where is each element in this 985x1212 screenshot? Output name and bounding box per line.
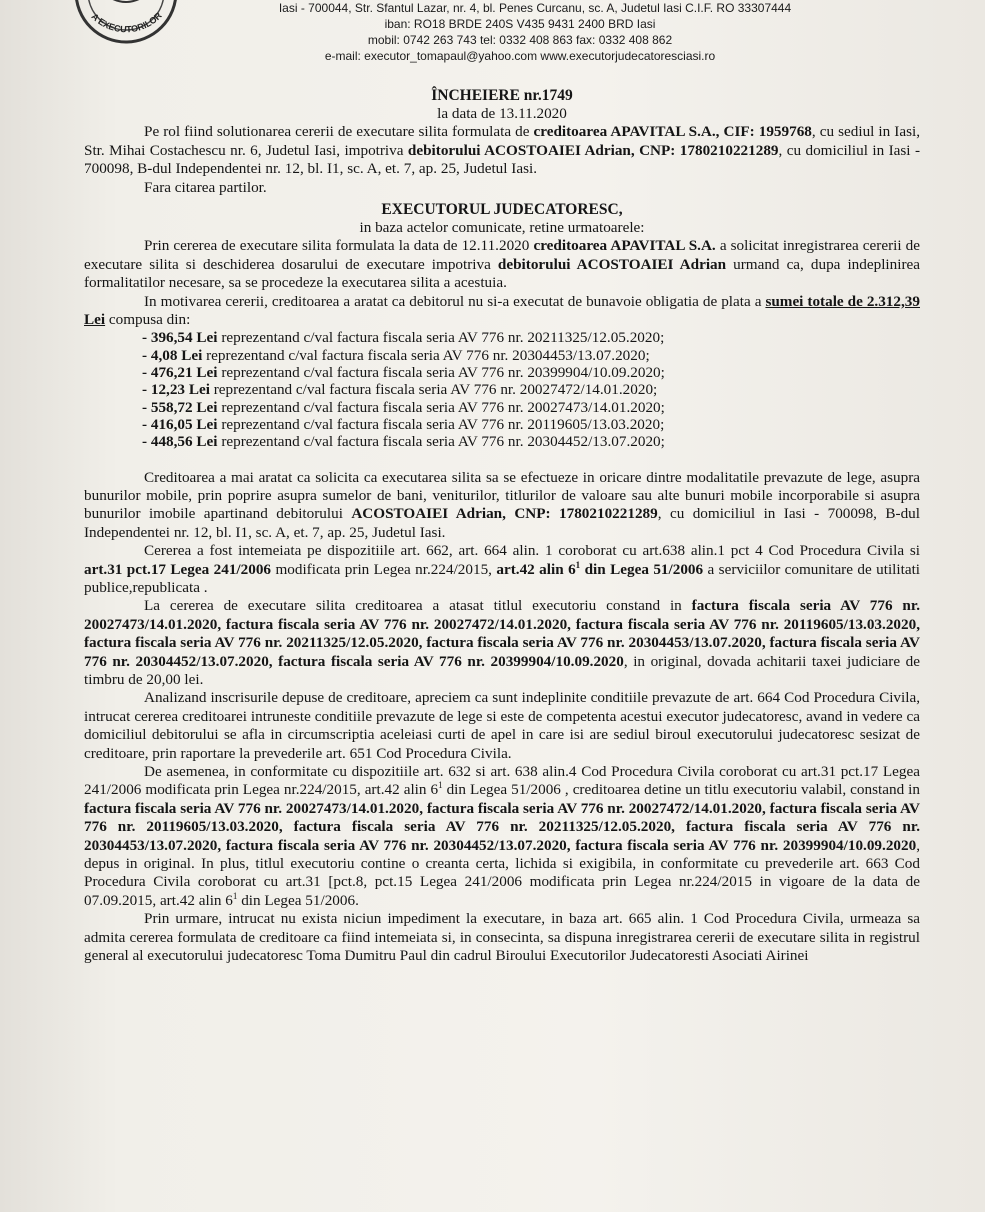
paragraph-text: urmand ca, dupa indeplinirea formalitatilor necesare, sa se procedeze la executarea silita a acestuia. [84, 255, 920, 292]
paragraph-text: , cu domiciliul in Iasi - 700098, B-dul Independentei nr. 12, bl. I1, sc. A, et. 7, ap. 25, Judetul Iasi. [84, 505, 920, 541]
debtor-name: ACOSTOAIEI Adrian, CNP: 1780210221289 [351, 505, 658, 523]
item-amount: - 12,23 Lei [142, 381, 210, 399]
item-text: reprezentand c/val factura fiscala seria AV 776 nr. 20304453/13.07.2020; [202, 346, 650, 364]
letterhead-phones: mobil: 0742 263 743 tel: 0332 408 863 fax: 0332 408 862 [367, 33, 673, 47]
superscript: 1 [575, 559, 581, 570]
law-reference-text: din Legea 51/2006 [580, 560, 704, 578]
item-text: reprezentand c/val factura fiscala seria AV 776 nr. 20027473/14.01.2020; [217, 398, 665, 416]
list-item [84, 399, 920, 416]
superscript: 1 [438, 780, 443, 791]
law-reference: art.31 pct.17 Legea 241/2006 [84, 560, 272, 578]
list-item [84, 329, 920, 346]
item-text: reprezentand c/val factura fiscala seria AV 776 nr. 20304452/13.07.2020; [217, 433, 665, 451]
creditor-name: creditoarea APAVITAL S.A., CIF: 1959768 [533, 123, 812, 141]
item-amount: - 416,05 Lei [142, 415, 218, 433]
item-amount: - 396,54 Lei [142, 329, 218, 347]
seal-text: A EXECUTORILOR [89, 10, 164, 35]
invoice-references: factura fiscala seria AV 776 nr. 20027473/14.01.2020, factura fiscala seria AV 776 nr. 20027472/14.01.2020, factura fiscala seria AV 776 nr. 20119605/13.03.2020, factura fiscala seria AV 776 nr. 20211325/12.05.2020, factura fiscala seria AV 776 nr. 20304453/13.07.2020, factura fiscala seria AV 776 nr. 20304452/13.07.2020, factura fiscala seria AV 776 nr. 20399904/10.09.2020 [84, 597, 920, 670]
no-summons-text: Fara citarea partilor. [144, 178, 267, 196]
list-item [84, 364, 920, 381]
intro-paragraph [84, 123, 920, 178]
paragraph-text: In motivarea cererii, creditoarea a aratat ca debitorul nu si-a executat de bunavoie obligatia de plata a [144, 292, 766, 310]
item-text: reprezentand c/val factura fiscala seria AV 776 nr. 20399904/10.09.2020; [217, 364, 665, 382]
item-amount: - 558,72 Lei [142, 398, 218, 416]
paragraph-analysis: Analizand inscrisurile depuse de creditoare, apreciem ca sunt indeplinite conditiile prevazute de art. 664 Cod Procedura Civila, intrucat cererea creditoarei intruneste conditiile prevazute de lege si este de competenta acestui executor judecatoresc, avand in vedere ca domiciliul debitorului se afla in circumscriptia aceleiasi curti de apel in care isi are sediul biroul executorului judecatoresc sesizat de creditoare, prin raportare la prevederile art. 651 Cod Procedura Civila. [84, 689, 920, 762]
intro-text: , cu domiciliul in Iasi - 700098, B-dul Independentei nr. 12, bl. I1, sc. A, et. 7, ap. 25, Judetul Iasi. [84, 141, 920, 178]
list-item [84, 347, 920, 364]
paragraph-text: De asemenea, in conformitate cu dispozitiile art. 632 si art. 638 alin.4 Cod Procedura Civila coroborat cu art.31 pct.17 Legea 241/2006 modificata prin Legea nr.224/2015, art.42 alin 6 [84, 763, 920, 799]
paragraph-legal-basis [84, 542, 920, 597]
paragraph-request [84, 237, 920, 292]
item-text: reprezentand c/val factura fiscala seria AV 776 nr. 20119605/13.03.2020; [217, 415, 665, 433]
paragraph-text: a solicitat inregistrarea cererii de executare silita si deschiderea dosarului de executare impotriva [84, 237, 920, 273]
intro-text: Pe rol fiind solutionarea cererii de executare silita formulata de [144, 123, 534, 141]
item-amount: - 448,56 Lei [142, 433, 218, 451]
law-reference [496, 561, 703, 578]
creditor-name: creditoarea APAVITAL S.A. [533, 237, 716, 255]
executor-heading: EXECUTORUL JUDECATORESC, [381, 201, 623, 219]
paragraph-text: Cererea a fost intemeiata pe dispozitiile art. 662, art. 664 alin. 1 coroborat cu art.638 alin.1 pct 4 Cod Procedura Civila si [144, 542, 920, 560]
executor-subheading: in baza actelor comunicate, retine urmatoarele: [359, 219, 645, 237]
letterhead-address: Iasi - 700044, Str. Sfantul Lazar, nr. 4, bl. Penes Curcanu, sc. A, Judetul Iasi C.I.F. RO 33307444 [278, 1, 792, 15]
invoice-list [84, 329, 920, 450]
list-item [84, 416, 920, 433]
svg-text:A EXECUTORILOR [89, 10, 163, 34]
item-amount: - 4,08 Lei [142, 346, 203, 364]
paragraph-text: a serviciilor comunitare de utilitati publice,republicata . [84, 560, 921, 596]
paragraph-text: din Legea 51/2006 , creditoarea detine un titlu executoriu valabil, constand in [442, 781, 920, 799]
letterhead-contact: e-mail: executor_tomapaul@yahoo.com www.executorjudecatoresciasi.ro [324, 49, 716, 63]
paragraph-text: din Legea 51/2006. [237, 891, 359, 909]
law-reference-text: art.42 alin 6 [496, 560, 576, 578]
paragraph-motivation [84, 293, 920, 330]
superscript: 1 [232, 890, 238, 901]
paragraph-enforcement-modes [84, 469, 920, 543]
letterhead-bank: iban: RO18 BRDE 240S V435 9431 2400 BRD Iasi [384, 17, 656, 31]
paragraph-text: , depus in original. In plus, titlul executoriu contine o creanta certa, lichida si exigibila, in conformitate cu prevederile art. 663 Cod Procedura Civila coroborat cu art.31 [pct.8, pct.15 Legea 241/2006 modificata prin Legea nr.224/2015 in vigoare de la data de 07.09.2015, art.42 alin 6 [84, 836, 920, 909]
paragraph-enforcement-title [84, 597, 920, 689]
paragraph-text: Prin cererea de executare silita formulata la data de 12.11.2020 [144, 237, 534, 255]
item-amount: - 476,21 Lei [142, 364, 218, 382]
intro-text: , cu sediul in Iasi, Str. Mihai Costachescu nr. 6, Judetul Iasi, impotriva [84, 123, 920, 159]
debtor-name: debitorului ACOSTOAIEI Adrian, CNP: 1780210221289 [407, 141, 779, 159]
paragraph-text: , in original, dovada achitarii taxei judiciare de timbru de 20,00 lei. [84, 652, 920, 689]
document-title: ÎNCHEIERE nr.1749 [431, 87, 573, 104]
bailiff-seal-logo [62, 0, 190, 44]
paragraph-text: modificata prin Legea nr.224/2015, [271, 560, 497, 578]
letterhead [210, 0, 830, 64]
paragraph-text: Creditoarea a mai aratat ca solicita ca executarea silita sa se efectueze in oricare dintre modalitatile prevazute de lege, asupra bunurilor mobile, prin poprire asupra sumelor de bani, veniturilor, titlurilor de valoare sau alte bunuri mobile incorporabile si asupra bunurilor imobile apartinand debitorului [84, 468, 920, 523]
total-amount: sumei totale de 2.312,39 Lei [84, 292, 920, 329]
invoice-references: factura fiscala seria AV 776 nr. 20027473/14.01.2020, factura fiscala seria AV 776 nr. 20027472/14.01.2020, factura fiscala seria AV 776 nr. 20119605/13.03.2020, factura fiscala seria AV 776 nr. 20211325/12.05.2020, factura fiscala seria AV 776 nr. 20304453/13.07.2020, factura fiscala seria AV 776 nr. 20304452/13.07.2020, factura fiscala seria AV 776 nr. 20399904/10.09.2020 [84, 799, 920, 854]
document-body [84, 87, 920, 966]
item-text: reprezentand c/val factura fiscala seria AV 776 nr. 20211325/12.05.2020; [217, 329, 665, 347]
debtor-name: debitorului ACOSTOAIEI Adrian [497, 255, 727, 273]
document-date: la data de 13.11.2020 [437, 105, 567, 122]
paragraph-text: compusa din: [105, 311, 191, 329]
paragraph-text: La cererea de executare silita creditoarea a atasat titlul executoriu constand in [144, 597, 692, 615]
item-text: reprezentand c/val factura fiscala seria AV 776 nr. 20027472/14.01.2020; [209, 381, 658, 399]
paragraph-conclusion: Prin urmare, intrucat nu exista niciun impediment la executare, in baza art. 665 alin. 1 Cod Procedura Civila, urmeaza sa admita cererea formulata de creditoare ca fiind intemeiata si, in consecinta, sa dispuna inregistrarea cererii de executare silita in registrul general al executorului judecatoresc Toma Dumitru Paul din cadrul Biroului Executorilor Judecatoresti Asociati Airinei [84, 910, 920, 965]
list-item [84, 433, 920, 450]
paragraph-valid-title [84, 763, 920, 910]
list-item [84, 381, 920, 398]
